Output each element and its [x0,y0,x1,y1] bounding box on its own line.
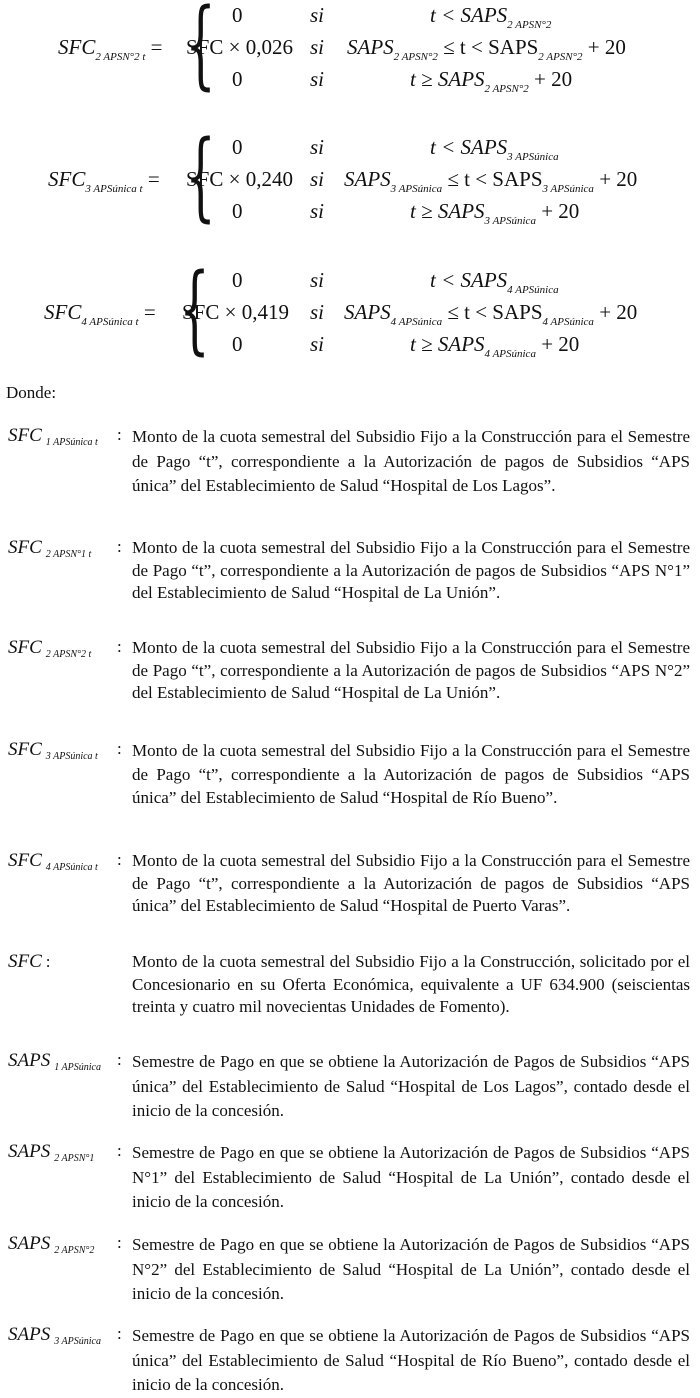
definition-colon: : [117,1141,122,1160]
row-si: si [310,199,325,223]
definition-colon: : [117,850,122,869]
row-value: 0 [232,3,243,27]
row-value: 0 [232,135,243,159]
definition-colon: : [117,637,122,656]
row-condition: $t \ge SAPS_{2 APSN^\circ 2} + 20$ [410,67,573,95]
left-brace: { [179,253,210,365]
definition-text: Semestre de Pago en que se obtiene la Autorización de Pagos de Subsidios “APS N°2” del Establecimiento de Salud “Hospital de La Unión”, contado desde el inicio de la concesión. [132,1235,690,1303]
definition-text: Monto de la cuota semestral del Subsidio Fijo a la Construcción para el Semestre de Pago “t”, correspondiente a la Autorización de pagos de Subsidios “APS única” del Establecimiento de Salud “Hospital de Río Bueno”. [132,741,690,807]
equation-3-lhs: $SFC_{4 APSúnica t}$ = [44,300,156,328]
row-condition: $SAPS_{2 APSN^\circ 2} \le t$ < $SAPS_{2 APSN^\circ 2} + 20$ [347,35,626,63]
row-value: 0 [232,199,243,223]
row-value: 0 [232,332,243,356]
row-value: 0 [232,268,243,292]
left-brace: { [185,120,216,232]
row-value: SFC × 0,240 [186,167,293,191]
row-condition: $t < SAPS_{3 APSúnica}$ [430,135,559,163]
row-condition: $SAPS_{4 APSúnica} \le t$ < $SAPS_{4 APSúnica} + 20$ [344,300,638,328]
definition-term: SFC $_{4 APSúnica t}$ [8,850,98,873]
definition-term: SFC $_{2 APSN^\circ 1 t}$ [8,537,92,560]
row-si: si [310,135,325,159]
lhs-symbol: SFC [48,167,86,191]
definition-text: Semestre de Pago en que se obtiene la Autorización de Pagos de Subsidios “APS única” del Establecimiento de Salud “Hospital de Los Lagos”, contado desde el inicio de la concesión. [132,1052,690,1120]
definition-term: SAPS $_{1 APSúnica}$ [8,1050,101,1073]
definition-term: SAPS $_{2 APSN^\circ 2}$ [8,1233,95,1256]
definition-term: SFC $_{2 APSN^\circ 2 t}$ [8,637,92,660]
row-value: SFC × 0,026 [186,35,293,59]
equation-2-lhs: $SFC_{3 APSúnica t}$ = [48,167,160,195]
lhs-symbol: SFC [44,300,82,324]
definition-term: SFC $_{3 APSúnica t}$ [8,739,98,762]
lhs-subscript: 2 APSN°2 t [95,51,146,63]
definition-term: SAPS $_{3 APSúnica}$ [8,1324,101,1347]
lhs-symbol: SFC [58,35,96,59]
definition-term: SAPS $_{2 APSN^\circ 1}$ [8,1141,95,1164]
row-si: si [310,332,325,356]
row-si: si [310,300,325,324]
definition-text: Monto de la cuota semestral del Subsidio Fijo a la Construcción para el Semestre de Pago “t”, correspondiente a la Autorización de pagos de Subsidios “APS única” del Establecimiento de Salud “Hospital de Puerto Varas”. [132,851,690,915]
definition-term: SFC : [8,951,51,972]
donde-label: Donde: [6,383,57,402]
row-condition: $t \ge SAPS_{4 APSúnica} + 20$ [410,332,580,360]
row-si: si [310,67,325,91]
definition-term: SFC $_{1 APSúnica t}$ [8,425,98,448]
definition-colon: : [117,425,122,444]
definition-text: Monto de la cuota semestral del Subsidio Fijo a la Construcción para el Semestre de Pago “t”, correspondiente a la Autorización de pagos de Subsidios “APS N°1” del Establecimiento de Salud “Hospital de La Unión”. [132,538,690,602]
lhs-subscript: 4 APSúnica t [81,316,139,328]
definition-text: Semestre de Pago en que se obtiene la Autorización de Pagos de Subsidios “APS N°1” del Establecimiento de Salud “Hospital de La Unión”, contado desde el inicio de la concesión. [132,1143,690,1211]
definition-text: Semestre de Pago en que se obtiene la Autorización de Pagos de Subsidios “APS única” del Establecimiento de Salud “Hospital de Río Bueno”, contado desde el inicio de la concesión. [132,1326,690,1394]
definition-colon: : [117,537,122,556]
definition-colon: : [117,1233,122,1252]
row-condition: $t \ge SAPS_{3 APSúnica} + 20$ [410,199,580,227]
row-condition: $t < SAPS_{2 APSN^\circ 2}$ [430,3,552,31]
row-condition: $t < SAPS_{4 APSúnica}$ [430,268,559,296]
equation-1 [0,0,700,100]
lhs-subscript: 3 APSúnica t [85,183,143,195]
definition-colon: : [117,1324,122,1343]
row-si: si [310,35,325,59]
row-value: SFC × 0,419 [182,300,289,324]
definition-colon: : [117,1050,122,1069]
definition-colon: : [117,739,122,758]
left-brace: { [185,0,216,100]
row-condition: $SAPS_{3 APSúnica} \le t$ < $SAPS_{3 APSúnica} + 20$ [344,167,638,195]
row-si: si [310,3,325,27]
definition-text: Monto de la cuota semestral del Subsidio Fijo a la Construcción para el Semestre de Pago “t”, correspondiente a la Autorización de pagos de Subsidios “APS N°2” del Establecimiento de Salud “Hospital de La Unión”. [132,638,690,702]
equation-3 [0,253,700,365]
definition-text: Monto de la cuota semestral del Subsidio Fijo a la Construcción para el Semestre de Pago “t”, correspondiente a la Autorización de pagos de Subsidios “APS única” del Establecimiento de Salud “Hospital de Los Lagos”. [132,427,690,495]
equation-2 [0,120,700,232]
row-si: si [310,167,325,191]
definition-text: Monto de la cuota semestral del Subsidio Fijo a la Construcción, solicitado por el Concesionario en su Oferta Económica, equivalente a UF 634.900 (seiscientas treinta y cuatro mil novecientas Unidades de Fomento). [132,952,690,1016]
row-si: si [310,268,325,292]
equation-1-lhs: $SFC_{2 APSN^\circ 2 t}$ = [58,35,163,63]
row-value: 0 [232,67,243,91]
